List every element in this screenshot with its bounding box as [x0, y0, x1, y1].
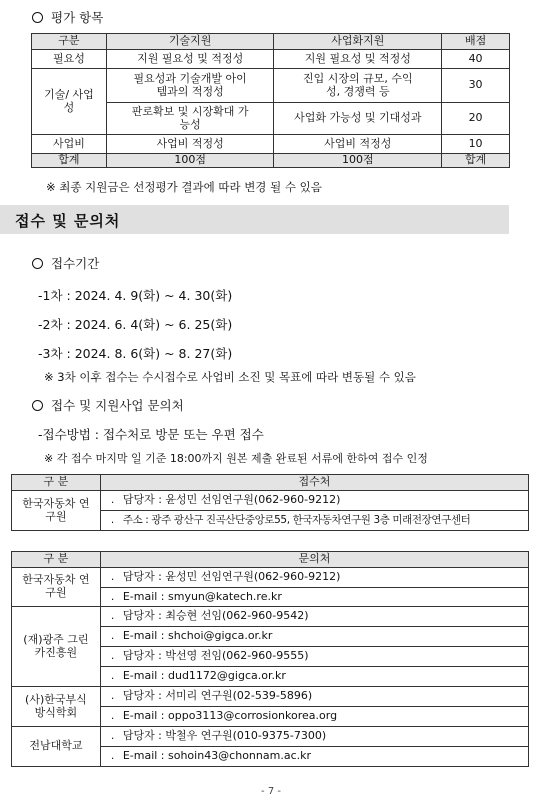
- reception-header-cat: 구 분: [12, 475, 101, 491]
- inquiry-line: . 담당자 : 최승현 선임(062-960-9542): [100, 607, 528, 627]
- circle-bullet-icon: [32, 400, 43, 411]
- eval-cell: 필요성: [32, 50, 107, 69]
- inquiry-header-contact: 문의처: [100, 552, 528, 568]
- inquiry-org: (재)광주 그린카진흥원: [12, 607, 101, 687]
- eval-total-cell: 100점: [106, 154, 274, 168]
- eval-cell: 기술/ 사업성: [32, 69, 107, 135]
- eval-cell: 사업비 적정성: [274, 135, 442, 154]
- eval-heading: 평가 항목: [32, 8, 103, 26]
- inquiry-table: [11, 551, 529, 767]
- page-number: - 7 -: [261, 786, 281, 797]
- inquiry-line: . 담당자 : 박선영 전임(062-960-9555): [100, 647, 528, 667]
- reception-org: 한국자동차 연구원: [12, 491, 101, 531]
- period-item: -3차 : 2024. 8. 6(화) ~ 8. 27(화): [38, 346, 233, 361]
- inquiry-org: 전남대학교: [12, 727, 101, 767]
- inquiry-line: . E-mail : shchoi@gigca.or.kr: [100, 627, 528, 647]
- reception-header-place: 접수처: [100, 475, 528, 491]
- period-note: ※ 3차 이후 접수는 수시접수로 사업비 소진 및 목표에 따라 변동될 수 있음: [44, 370, 416, 384]
- eval-cell: 30: [442, 69, 510, 103]
- eval-cell: 지원 필요성 및 적정성: [274, 50, 442, 69]
- eval-note: ※ 최종 지원금은 선정평가 결과에 따라 변경 될 수 있음: [46, 180, 322, 194]
- inquiry-org: (사)한국부식 방식학회: [12, 687, 101, 727]
- eval-cell: 필요성과 기술개발 아이템과의 적정성: [106, 69, 274, 103]
- inquiry-line: . E-mail : smyun@katech.re.kr: [100, 588, 528, 607]
- eval-total-cell: 합계: [32, 154, 107, 168]
- inquiry-line: . 담당자 : 윤성민 선임연구원(062-960-9212): [100, 568, 528, 588]
- contact-method: -접수방법 : 접수처로 방문 또는 우편 접수: [38, 427, 264, 442]
- inquiry-line: . 담당자 : 박철우 연구원(010-9375-7300): [100, 727, 528, 747]
- inquiry-header-cat: 구 분: [12, 552, 101, 568]
- contact-heading: 접수 및 지원사업 문의처: [32, 396, 184, 414]
- section-title: 접수 및 문의처: [15, 212, 121, 230]
- period-item: -2차 : 2024. 6. 4(화) ~ 6. 25(화): [38, 317, 233, 332]
- contact-note: ※ 각 접수 마지막 일 기준 18:00까지 원본 제출 완료된 서류에 한하여 접수 인정: [44, 452, 428, 465]
- eval-cell: 사업화 가능성 및 기대성과: [274, 103, 442, 135]
- eval-cell: 사업비: [32, 135, 107, 154]
- period-item: -1차 : 2024. 4. 9(화) ~ 4. 30(화): [38, 288, 233, 303]
- eval-header-cat: 구분: [32, 34, 107, 50]
- reception-line: . 담당자 : 윤성민 선임연구원(062-960-9212): [100, 491, 528, 511]
- eval-cell: 10: [442, 135, 510, 154]
- reception-line: . 주소 : 광주 광산구 진곡산단중앙로55, 한국자동차연구원 3층 미래전장연구센터: [100, 511, 528, 531]
- eval-cell: 20: [442, 103, 510, 135]
- inquiry-line: . E-mail : oppo3113@corrosionkorea.org: [100, 707, 528, 727]
- inquiry-org: 한국자동차 연구원: [12, 568, 101, 607]
- inquiry-line: . E-mail : dud1172@gigca.or.kr: [100, 667, 528, 687]
- eval-header-biz: 사업화지원: [274, 34, 442, 50]
- period-heading: 접수기간: [32, 254, 99, 272]
- inquiry-line: . 담당자 : 서미리 연구원(02-539-5896): [100, 687, 528, 707]
- eval-cell: 진입 시장의 규모, 수익성, 경쟁력 등: [274, 69, 442, 103]
- inquiry-line: . E-mail : sohoin43@chonnam.ac.kr: [100, 747, 528, 767]
- eval-total-cell: 100점: [274, 154, 442, 168]
- eval-total-cell: 합계: [442, 154, 510, 168]
- eval-cell: 지원 필요성 및 적정성: [106, 50, 274, 69]
- eval-cell: 40: [442, 50, 510, 69]
- eval-cell: 사업비 적정성: [106, 135, 274, 154]
- circle-bullet-icon: [32, 12, 43, 23]
- reception-table: [11, 474, 529, 531]
- eval-header-score: 배점: [442, 34, 510, 50]
- eval-cell: 판로확보 및 시장확대 가능성: [106, 103, 274, 135]
- circle-bullet-icon: [32, 258, 43, 269]
- evaluation-table: [31, 33, 510, 168]
- eval-header-tech: 기술지원: [106, 34, 274, 50]
